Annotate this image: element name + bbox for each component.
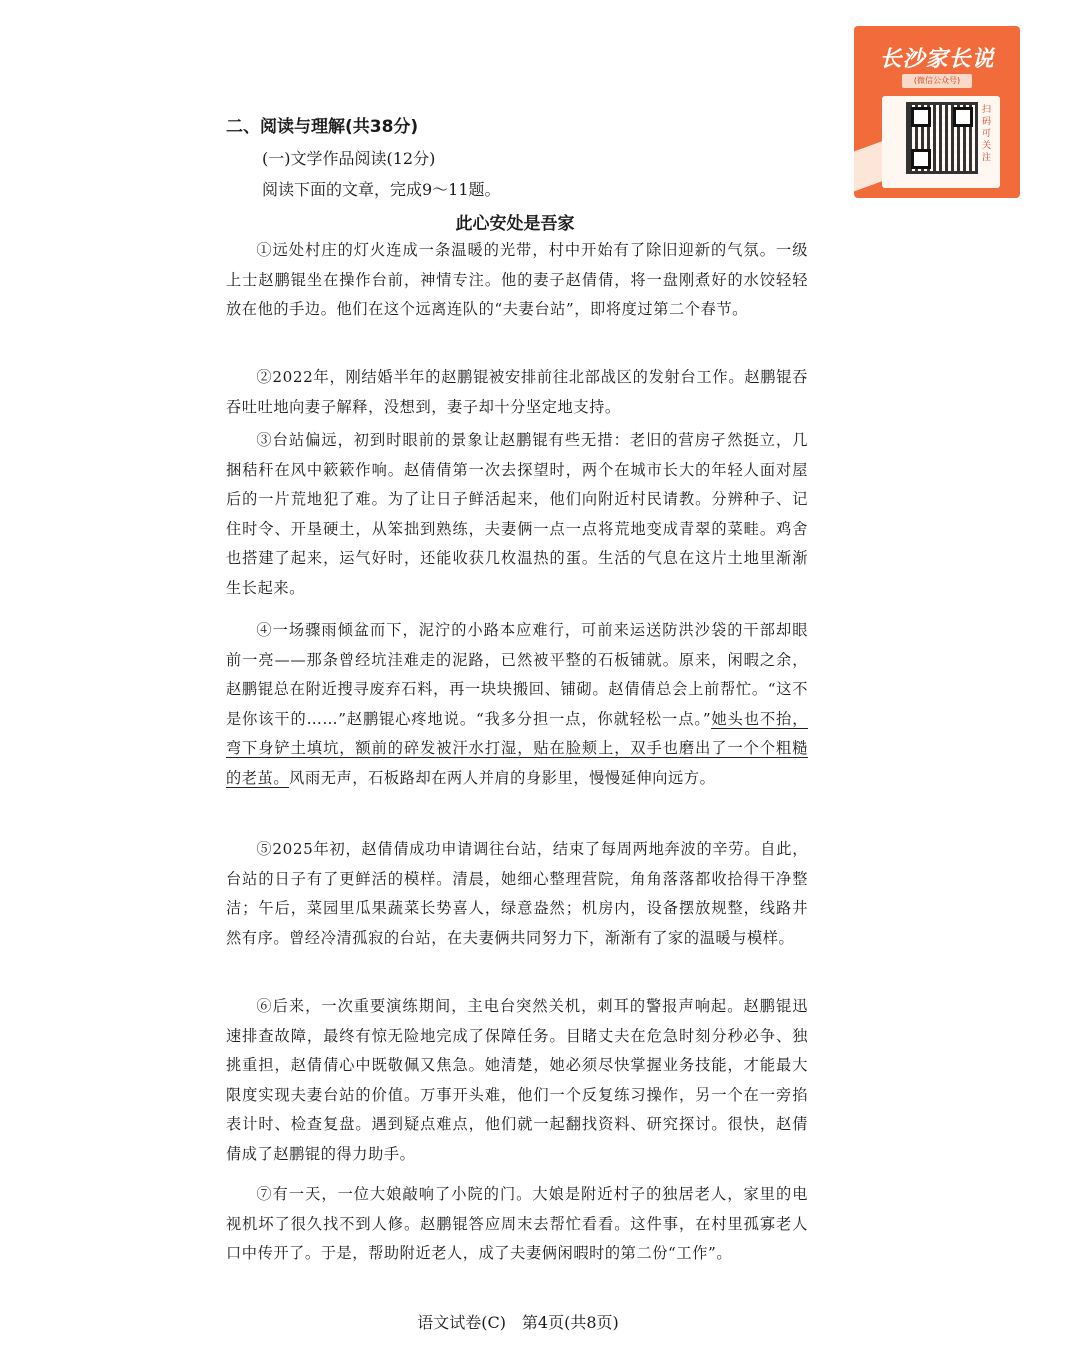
paragraph-2: ②2022年，刚结婚半年的赵鹏锟被安排前往北部战区的发射台工作。赵鹏锟吞吞吐吐地向妻子解释，没想到，妻子却十分坚定地支持。 [226,368,808,416]
section-instruction: 阅读下面的文章，完成9～11题。 [262,180,501,199]
paragraph-3: ③台站偏远，初到时眼前的景象让赵鹏锟有些无措：老旧的营房孑然挺立，几捆秸秆在风中簌簌作响。赵倩倩第一次去探望时，两个在城市长大的年轻人面对屋后的一片荒地犯了难。为了让日子鲜活起来，他们向附近村民请教。分辨种子、记住时令、开垦硬土，从笨拙到熟练，夫妻俩一点一点将荒地变成青翠的菜畦。鸡舍也搭建了起来，运气好时，还能收获几枚温热的蛋。生活的气息在这片土地里渐渐生长起来。 [226,431,808,597]
badge-side-text: 扫码可关注 [982,105,992,163]
section-subtitle: (一)文学作品阅读(12分) [262,149,436,168]
page-footer: 语文试卷(C) 第4页(共8页) [417,1313,619,1332]
badge-subtitle: (微信公众号) [902,74,972,88]
qr-card [882,96,1000,188]
section-title: 二、阅读与理解(共38分) [226,117,419,137]
watermark-badge [854,26,1020,198]
paragraph-6: ⑥后来，一次重要演练期间，主电台突然关机，刺耳的警报声响起。赵鹏锟迅速排查故障，最终有惊无险地完成了保障任务。目睹丈夫在危急时刻分秒必争、独挑重担，赵倩倩心中既敬佩又焦急。她清楚，她必须尽快掌握业务技能，才能最大限度实现夫妻台站的价值。万事开头难，他们一个反复练习操作，另一个在一旁掐表计时、检查复盘。遇到疑点难点，他们就一起翻找资料、研究探讨。很快，赵倩倩成了赵鹏锟的得力助手。 [226,997,808,1163]
paragraph-4 [226,616,808,794]
qr-code-icon [906,102,978,174]
underlined-sentence: 她头也不抬，弯下身铲土填坑，额前的碎发被汗水打湿，贴在脸颊上，双手也磨出了一个个粗糙的老茧。 [226,709,808,787]
article-title: 此心安处是吾家 [455,214,575,234]
paragraph-5: ⑤2025年初，赵倩倩成功申请调往台站，结束了每周两地奔波的辛劳。自此，台站的日子有了更鲜活的模样。清晨，她细心整理营院，角角落落都收拾得干净整洁；午后，菜园里瓜果蔬菜长势喜人，绿意盎然；机房内，设备摆放规整，线路井然有序。曾经冷清孤寂的台站，在夫妻俩共同努力下，渐渐有了家的温暖与模样。 [226,840,808,947]
paragraph-1: ①远处村庄的灯火连成一条温暖的光带，村中开始有了除旧迎新的气氛。一级上士赵鹏锟坐在操作台前，神情专注。他的妻子赵倩倩，将一盘刚煮好的水饺轻轻放在他的手边。他们在这个远离连队的“夫妻台站”，即将度过第二个春节。 [226,241,808,319]
badge-title: 长沙家长说 [879,47,995,72]
paragraph-4-text: ④一场骤雨倾盆而下，泥泞的小路本应难行，可前来运送防洪沙袋的干部却眼前一亮——那条曾经坑洼难走的泥路，已然被平整的石板铺就。原来，闲暇之余，赵鹏锟总在附近搜寻废弃石料，再一块块搬回、铺砌。赵倩倩总会上前帮忙。“这不是你该干的……”赵鹏锟心疼地说。“我多分担一点，你就轻松一点。” [226,621,808,728]
badge-decoration [854,141,884,192]
paragraph-7: ⑦有一天，一位大娘敲响了小院的门。大娘是附近村子的独居老人，家里的电视机坏了很久找不到人修。赵鹏锟答应周末去帮忙看看。这件事，在村里孤寡老人口中传开了。于是，帮助附近老人，成了夫妻俩闲暇时的第二份“工作”。 [226,1185,808,1263]
paragraph-4-ending: 风雨无声，石板路却在两人并肩的身影里，慢慢延伸向远方。 [289,768,716,787]
